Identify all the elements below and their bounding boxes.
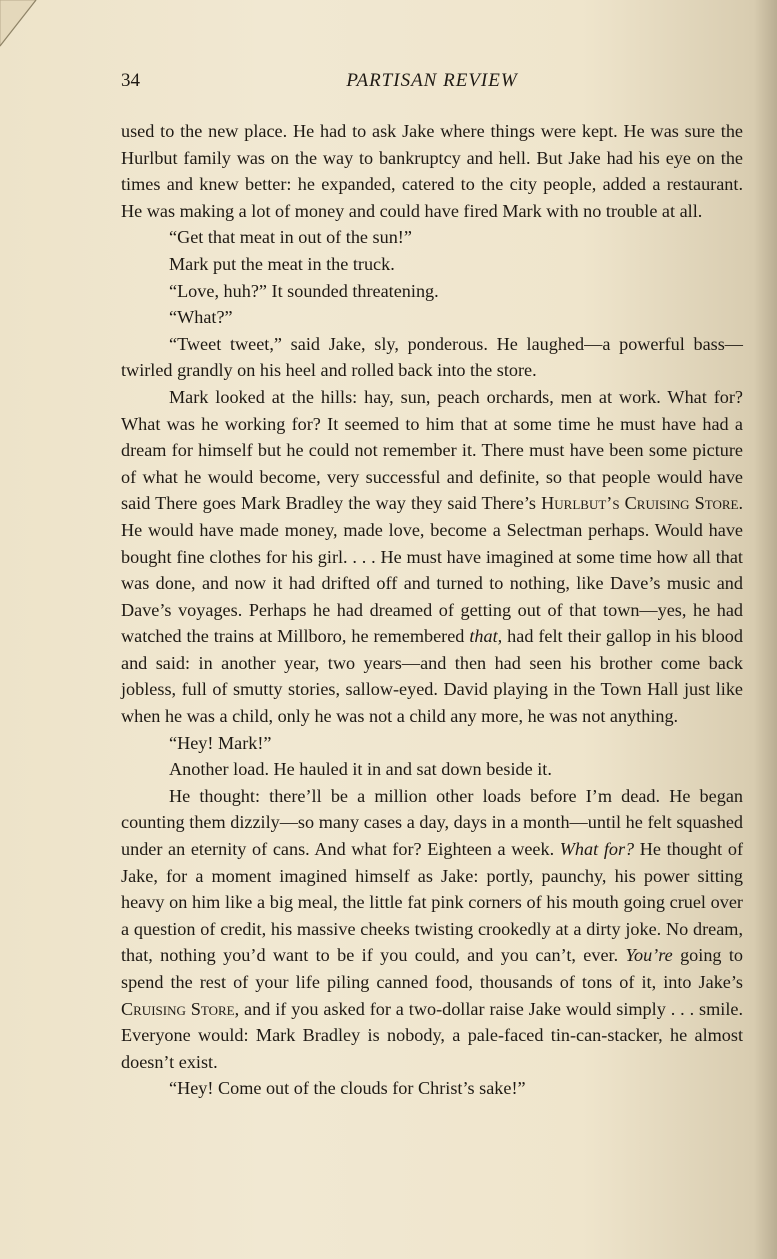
paragraph-text: Mark put the meat in the truck. bbox=[169, 253, 395, 274]
italic-emphasis: You’re bbox=[625, 945, 673, 966]
italic-emphasis: that, bbox=[469, 626, 503, 647]
paragraph bbox=[121, 118, 743, 224]
paragraph bbox=[121, 783, 743, 1076]
paragraph-text: and if you asked for a two-dollar raise Jake would simply . . . smile. Everyone would: Mark Bradley is nobody, a pale-faced tin-can-stacker, he almost doesn’t exist. bbox=[121, 998, 743, 1072]
paragraph bbox=[121, 384, 743, 730]
paragraph-text: had felt their gallop in his blood and said: in another year, two years—and then had seen his brother come back jobless, full of smutty stories, sallow-eyed. David playing in the Town Hall just like when he was a child, only he was not a child any more, he was not anything. bbox=[121, 626, 743, 727]
dialogue-line bbox=[121, 278, 743, 305]
paragraph bbox=[121, 756, 743, 783]
paragraph-text: “Love, huh?” It sounded threatening. bbox=[169, 280, 439, 301]
paragraph-text: “Hey! Come out of the clouds for Christ’s sake!” bbox=[169, 1078, 526, 1099]
store-name-small-caps: Hurlbut’s Cruising Store. bbox=[541, 493, 744, 514]
dialogue-line bbox=[121, 730, 743, 757]
paragraph-text: used to the new place. He had to ask Jake where things were kept. He was sure the Hurlbut family was on the way to bankruptcy and hell. But Jake had his eye on the times and knew better: he expanded, catered to the city people, added a restaurant. He was making a lot of money and could have fired Mark with no trouble at all. bbox=[121, 121, 743, 221]
italic-emphasis: What for? bbox=[559, 839, 635, 860]
paragraph-text: Another load. He hauled it in and sat down beside it. bbox=[169, 759, 552, 780]
journal-title: PARTISAN REVIEW bbox=[346, 70, 518, 91]
paragraph-text: “What?” bbox=[169, 307, 233, 328]
paragraph-text: “Tweet tweet,” said Jake, sly, ponderous. He laughed—a powerful bass—twirled grandly on his heel and rolled back into the store. bbox=[121, 333, 743, 381]
paragraph-text: “Get that meat in out of the sun!” bbox=[169, 227, 412, 248]
page-number: 34 bbox=[121, 70, 140, 91]
store-name-small-caps: Cruising Store, bbox=[121, 998, 240, 1019]
dialogue-line bbox=[121, 224, 743, 251]
dialogue-line bbox=[121, 1075, 743, 1102]
paragraph bbox=[121, 331, 743, 384]
paragraph-text: going to spend the rest of your life piling canned food, thousands of tons of it, into Jake’s bbox=[121, 945, 744, 992]
running-header bbox=[121, 70, 743, 94]
dialogue-line bbox=[121, 251, 743, 278]
paragraph-text: Mark looked at the hills: hay, sun, peach orchards, men at work. What for? What was he working for? It seemed to him that at some time he must have had a dream for himself but he could not remember it. There must have been some picture of what he would become, very successful and definite, so that people would have said There goes Mark Bradley the way they said There’s bbox=[121, 386, 743, 514]
paragraph-text: He thought of Jake, for a moment imagined himself as Jake: portly, paunchy, his power sitting heavy on him like a big meal, the little fat pink corners of his mouth going cruel over a question of credit, his massive cheeks twisting crookedly at a dirty joke. No dream, that, nothing you’d want to be if you could, and you can’t, ever. bbox=[121, 839, 743, 966]
body-text bbox=[121, 118, 743, 1102]
paragraph-text: He thought: there’ll be a million other loads before I’m dead. He began counting them dizzily—so many cases a day, days in a month—until he felt squashed under an eternity of cans. And what for? Eighteen a week. bbox=[121, 785, 743, 860]
paragraph-text: He would have made money, made love, become a Selectman perhaps. Would have bought fine clothes for his girl. . . . He must have imagined at some time how all that was done, and now it had drifted off and turned to nothing, like Dave’s music and Dave’s voyages. Perhaps he had dreamed of getting out of that town—yes, he had watched the trains at Millboro, he remembered bbox=[121, 519, 743, 647]
dialogue-line bbox=[121, 304, 743, 331]
folded-corner bbox=[0, 0, 48, 48]
paragraph-text: “Hey! Mark!” bbox=[169, 732, 272, 753]
